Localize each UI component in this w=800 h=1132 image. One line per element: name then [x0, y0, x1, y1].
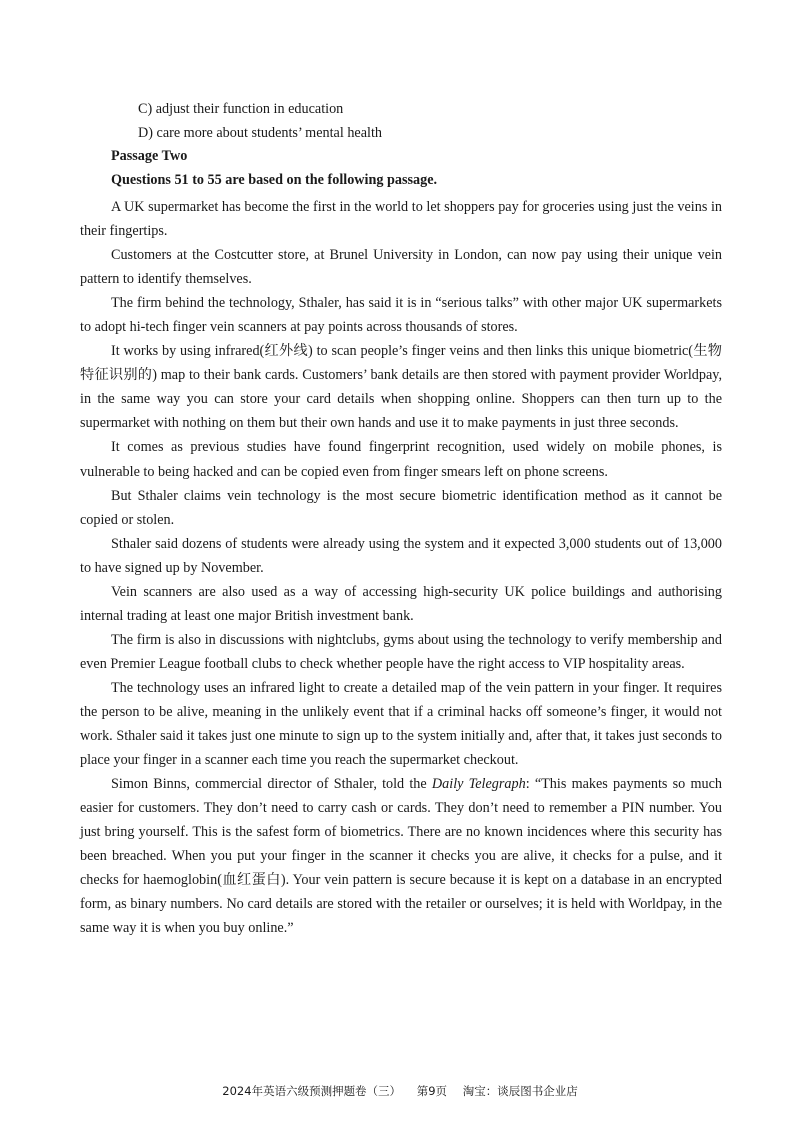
paragraph-1: A UK supermarket has become the first in the world to let shoppers pay for groceries using just the veins in their fingertips. — [80, 199, 722, 240]
quote-intro: Simon Binns, commercial director of Sthaler, told the — [111, 776, 432, 793]
publication-name: Daily Telegraph — [431, 776, 526, 793]
paragraph-5: It comes as previous studies have found fingerprint recognition, used widely on mobile phones, is vulnerable to being hacked and can be copied even from finger smears left on phone screens. — [80, 439, 722, 480]
quote-text: : “This makes payments so much easier for customers. They don’t need to carry cash or cards. They don’t need to remember a PIN number. You just bring yourself. This is the safest form of biometrics. There are no known incidences where this security has been breached. When you put your finger in the scanner it checks you are alive, it checks for a pulse, and it checks for haemoglobin(血红蛋白). Your vein pattern is secure because it is kept on a database in an encrypted form, as binary numbers. No card details are stored with the retailer or ourselves; it is held with Worldpay, in the same way it is when you buy online.” — [80, 776, 722, 937]
paragraph-10: The technology uses an infrared light to create a detailed map of the vein pattern in your finger. It requires the person to be alive, meaning in the unlikely event that if a criminal hacks off someone’s finger, it would not work. Sthaler said it takes just one minute to sign up to the system initially and, after that, it takes just seconds to place your finger in a scanner each time you reach the supermarket checkout. — [80, 679, 722, 769]
option-d: D) care more about students’ mental health — [138, 125, 382, 141]
page-footer — [0, 1083, 800, 1099]
paragraph-2: Customers at the Costcutter store, at Brunel University in London, can now pay using their unique vein pattern to identify themselves. — [80, 247, 722, 288]
paragraph-8: Vein scanners are also used as a way of accessing high-security UK police buildings and authorising internal trading at least one major British investment bank. — [80, 583, 722, 624]
paragraph-9: The firm is also in discussions with nightclubs, gyms about using the technology to verify membership and even Premier League football clubs to check whether people have the right access to VIP hospitality areas. — [80, 631, 722, 672]
paragraph-7: Sthaler said dozens of students were already using the system and it expected 3,000 students out of 13,000 to have signed up by November. — [80, 535, 722, 576]
passage-body — [80, 195, 722, 940]
paragraph-6: But Sthaler claims vein technology is the most secure biometric identification method as it cannot be copied or stolen. — [80, 487, 722, 528]
option-c: C) adjust their function in education — [138, 101, 344, 117]
paragraph-11 — [80, 772, 722, 940]
passage-title: Passage Two — [111, 148, 188, 164]
questions-heading: Questions 51 to 55 are based on the following passage. — [111, 172, 438, 188]
footer-shop: 淘宝：谈辰图书企业店 — [462, 1084, 578, 1098]
paragraph-3: The firm behind the technology, Sthaler, has said it is in “serious talks” with other major UK supermarkets to adopt hi-tech finger vein scanners at pay points across thousands of stores. — [80, 295, 722, 336]
footer-title: 2024年英语六级预测押题卷（三） — [222, 1084, 402, 1098]
footer-page-number: 第9页 — [416, 1084, 448, 1098]
paragraph-4: It works by using infrared(红外线) to scan people’s finger veins and then links this unique biometric(生物特征识别的) map to their bank cards. Customers’ bank details are then stored with payment provider Worldpay, in the same way you can store your card details when shopping online. Shoppers can then turn up to the supermarket with nothing on them but their own hands and use it to make payments in just three seconds. — [80, 343, 722, 432]
